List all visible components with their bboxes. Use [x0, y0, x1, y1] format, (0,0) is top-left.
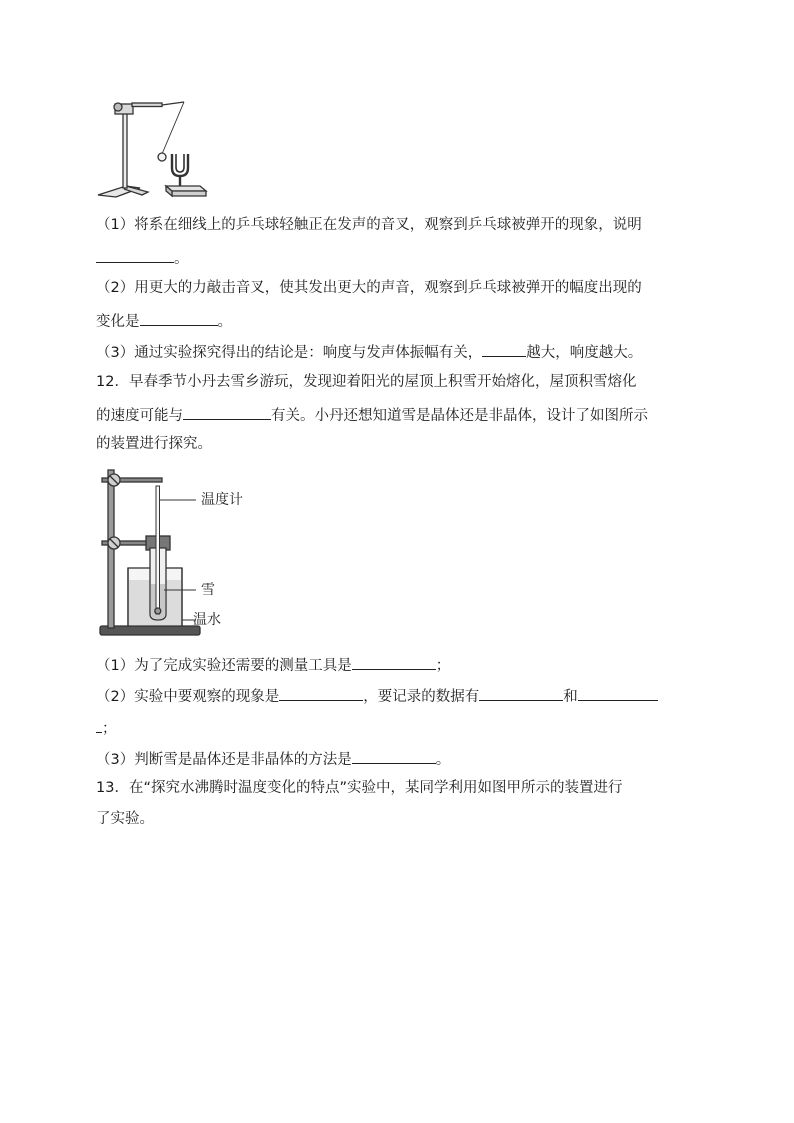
q12-sub2-continuation: ； — [96, 716, 117, 739]
snow-melting-apparatus-figure — [96, 468, 206, 640]
q12-line2: 的速度可能与 有关。小丹还想知道雪是晶体还是非晶体，设计了如图所示 — [96, 403, 648, 426]
answer-blank[interactable] — [140, 309, 218, 326]
q12-sub3-line: （3）判断雪是晶体还是非晶体的方法是 。 — [96, 747, 450, 770]
q12-line1: 12．早春季节小丹去雪乡游玩，发现迎着阳光的屋顶上积雪开始熔化，屋顶积雪熔化 — [96, 374, 637, 390]
q13-line2: 了实验。 — [96, 811, 154, 827]
q11-part2-line2: 变化是 。 — [96, 309, 232, 332]
answer-blank[interactable] — [352, 747, 436, 764]
answer-blank[interactable] — [482, 340, 526, 357]
warm-water-label: 温水 — [193, 612, 221, 628]
q11-part1-line2: 。 — [96, 246, 189, 269]
answer-blank[interactable] — [479, 684, 563, 701]
answer-blank[interactable] — [96, 246, 174, 263]
q12-sub2-line: （2）实验中要观察的现象是 ，要记录的数据有 和 — [96, 684, 658, 707]
q13-line1: 13．在“探究水沸腾时温度变化的特点”实验中，某同学利用如图甲所示的装置进行 — [96, 780, 623, 796]
pendulum-tuning-fork-figure — [96, 96, 226, 202]
q11-part1-line1: （1）将系在细线上的乒乓球轻触正在发声的音叉，观察到乒乓球被弹开的现象，说明 — [96, 217, 642, 233]
thermometer-label: 温度计 — [201, 492, 243, 508]
answer-blank[interactable] — [183, 403, 271, 420]
q12-line3: 的装置进行探究。 — [96, 436, 212, 452]
q11-part3-line: （3）通过实验探究得出的结论是：响度与发声体振幅有关， 越大，响度越大。 — [96, 340, 642, 363]
q11-part2-line1: （2）用更大的力敲击音叉，使其发出更大的声音，观察到乒乓球被弹开的幅度出现的 — [96, 280, 642, 296]
answer-blank[interactable] — [578, 684, 658, 701]
answer-blank[interactable] — [352, 653, 436, 670]
q12-sub1-line: （1）为了完成实验还需要的测量工具是 ； — [96, 653, 450, 676]
snow-label: 雪 — [201, 582, 215, 598]
answer-blank[interactable] — [279, 684, 363, 701]
